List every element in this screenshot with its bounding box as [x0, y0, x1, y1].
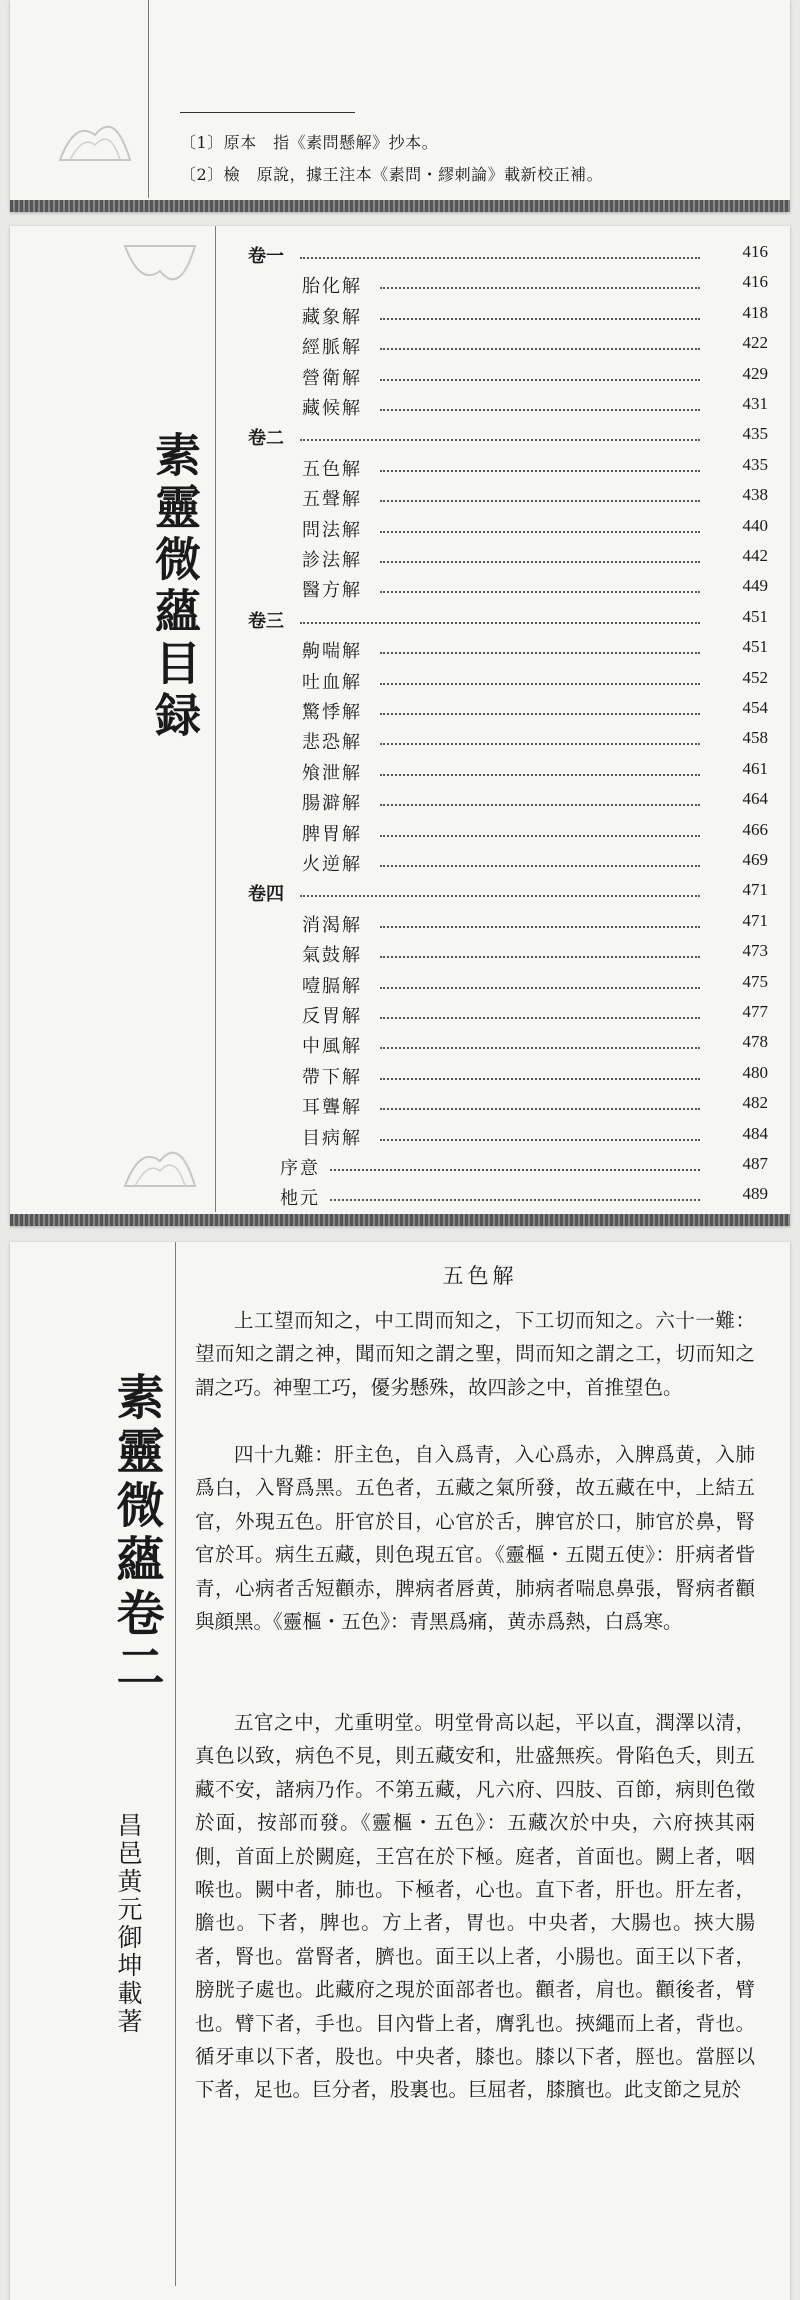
toc-label: 五色解: [302, 458, 362, 480]
toc-label: 醫方解: [302, 580, 362, 602]
toc-entry-row: [10, 939, 790, 969]
toc-page-number: 487: [742, 1154, 768, 1173]
toc-page-number: 475: [742, 971, 768, 991]
toc-entry-row: [10, 1030, 790, 1060]
toc-leader-dots: [380, 713, 700, 715]
toc-leader-dots: [380, 470, 700, 472]
left-margin-rule: [175, 1242, 176, 2286]
toc-page-number: 469: [742, 850, 768, 869]
footnote-rule: [180, 112, 355, 113]
toc-label: 序意: [280, 1158, 320, 1179]
toc-label: 反胃解: [302, 1006, 362, 1027]
toc-title: 素靈微蘊目録: [148, 431, 202, 743]
toc-label: 卷四: [248, 884, 284, 906]
toc-volume-row: [10, 605, 790, 635]
toc-entry-row: [10, 757, 790, 787]
toc-leader-dots: [380, 956, 700, 958]
toc-entry-row: [10, 666, 790, 696]
toc-page-number: 477: [742, 1002, 768, 1021]
toc-entry-row: [10, 635, 790, 665]
toc-label: 脾胃解: [302, 823, 362, 845]
toc-leader-dots: [300, 439, 700, 441]
toc-entry-row: [10, 970, 790, 1000]
toc-page-number: 435: [742, 454, 768, 474]
toc-label: 五聲解: [302, 489, 362, 511]
toc-volume-row: [10, 422, 790, 452]
toc-leader-dots: [380, 1108, 700, 1110]
toc-label: 驚悸解: [302, 702, 362, 723]
toc-leader-dots: [380, 683, 700, 685]
toc-page-number: 418: [742, 302, 768, 322]
toc-leader-dots: [380, 865, 700, 867]
toc-page-number: 440: [742, 515, 768, 535]
toc-entry-row: [10, 909, 790, 939]
paragraph: 上工望而知之，中工問而知之，下工切而知之。六十一難：望而知之謂之神，聞而知之謂之聖，問而知之謂之工，切而知之謂之巧。神聖工巧，優劣懸殊，故四診之中，首推望色。: [195, 1309, 755, 1399]
toc-label: 問法解: [302, 519, 362, 541]
toc-page-number: 416: [742, 242, 768, 261]
toc-leader-dots: [380, 1017, 700, 1019]
toc-leader-dots: [380, 1078, 700, 1080]
toc-page-number: 480: [742, 1062, 768, 1082]
author-line: 昌邑黄元御坤載著: [114, 1812, 143, 2036]
toc-label: 經脈解: [302, 337, 362, 359]
volume-title: 素靈微蘊卷二: [108, 1372, 164, 1696]
paragraph: 四十九難：肝主色，自入爲青，入心爲赤，入脾爲黄，入肺爲白，入腎爲黑。五色者，五藏之氣所發，故五藏在中，上結五官，外現五色。肝官於目，心官於舌，脾官於口，肺官於鼻，腎官於耳。病生五藏，則色現五官。《靈樞・五閲五使》：肝病者眥青，心病者舌短顴赤，脾病者唇黄，肺病者喘息鼻張，腎病者顴與顔黑。《靈樞・五色》：青黑爲痛，黄赤爲熱，白爲寒。: [195, 1443, 755, 1634]
toc-page-number: 431: [742, 394, 768, 413]
toc-leader-dots: [380, 926, 700, 928]
toc-label: 杝元: [280, 1188, 320, 1210]
footnote-2: 〔2〕檢 原說，據王注本《素問・繆刺論》載新校正補。: [180, 165, 604, 184]
toc-entry-row: [10, 1182, 790, 1212]
paragraph: 五官之中，尤重明堂。明堂骨高以起，平以直，潤澤以清，真色以致，病色不見，則五藏安和，壯盛無疾。骨陷色夭，則五藏不安，諸病乃作。不第五藏，凡六府、四肢、百節，病則色徵於面，按部而發。《靈樞・五色》：五藏次於中央，六府挾其兩側，首面上於闕庭，王宫在於下極。庭者，首面也。闕上者，咽喉也。闕中者，肺也。下極者，心也。直下者，肝也。肝左者，膽也。下者，脾也。方上者，胃也。中央者，大腸也。挾大腸者，腎也。當腎者，臍也。面王以上者，小腸也。面王以下者，膀胱子處也。此藏府之現於面部者也。顴者，肩也。顴後者，臂也。臂下者，手也。目內眥上者，膺乳也。挾繩而上者，背也。循牙車以下者，股也。中央者，膝也。膝以下者，脛也。當脛以下者，足也。巨分者，股裏也。巨屈者，膝臏也。此支節之見於: [195, 1711, 755, 2102]
toc-page: [10, 226, 790, 1226]
toc-page-number: 429: [742, 363, 768, 383]
toc-entry-row: [10, 1000, 790, 1030]
toc-entry-row: [10, 270, 790, 300]
toc-page-number: 449: [742, 576, 768, 596]
toc-page-number: 422: [742, 333, 768, 353]
toc-entry-row: [10, 392, 790, 422]
toc-page-number: 451: [742, 606, 768, 626]
page-edge-band: [10, 200, 790, 212]
toc-page-number: 466: [742, 819, 768, 839]
toc-page-number: 461: [742, 758, 768, 778]
toc-label: 營衛解: [302, 367, 362, 389]
toc-page-number: 464: [742, 789, 768, 809]
toc-label: 火逆解: [302, 854, 362, 875]
toc-leader-dots: [300, 257, 700, 259]
toc-page-number: 416: [742, 272, 768, 292]
toc-page-number: 473: [742, 941, 768, 961]
section-title: 五色解: [442, 1264, 518, 1288]
left-margin-rule: [148, 0, 149, 198]
toc-volume-row: [10, 878, 790, 908]
toc-label: 診法解: [302, 550, 362, 571]
toc-entry-row: [10, 726, 790, 756]
toc-label: 藏候解: [302, 398, 362, 419]
toc-entry-row: [10, 1122, 790, 1152]
toc-leader-dots: [380, 743, 700, 745]
toc-label: 噎膈解: [302, 975, 362, 997]
toc-page-number: 478: [742, 1032, 768, 1052]
toc-leader-dots: [380, 804, 700, 806]
toc-page-number: 482: [742, 1093, 768, 1113]
toc-leader-dots: [330, 1169, 700, 1171]
toc-leader-dots: [380, 318, 700, 320]
toc-leader-dots: [380, 591, 700, 593]
toc-page-number: 442: [742, 546, 768, 565]
toc-label: 卷二: [248, 428, 284, 450]
toc-label: 悲恐解: [302, 732, 362, 754]
toc-leader-dots: [380, 987, 700, 989]
toc-page-number: 471: [742, 910, 768, 930]
toc-label: 氣鼓解: [302, 945, 362, 967]
toc-entry-row: [10, 514, 790, 544]
toc-entry-row: [10, 1061, 790, 1091]
toc-page-number: 489: [742, 1184, 768, 1204]
toc-entry-row: [10, 301, 790, 331]
toc-entry-row: [10, 818, 790, 848]
cloud-ornament-icon: [55, 100, 135, 170]
toc-page-number: 471: [742, 880, 768, 900]
toc-label: 卷一: [248, 246, 284, 267]
toc-entry-row: [10, 787, 790, 817]
toc-entry-row: [10, 453, 790, 483]
toc-label: 目病解: [302, 1127, 362, 1149]
toc-leader-dots: [380, 561, 700, 563]
toc-entry-row: [10, 544, 790, 574]
text-page: [10, 1242, 790, 2300]
toc-leader-dots: [380, 1139, 700, 1141]
toc-label: 吐血解: [302, 671, 362, 693]
toc-page-number: 451: [742, 637, 768, 657]
toc-entry-row: [10, 1152, 790, 1182]
toc-leader-dots: [330, 1199, 700, 1201]
toc-leader-dots: [380, 652, 700, 654]
toc-label: 中風解: [302, 1036, 362, 1058]
toc-leader-dots: [380, 500, 700, 502]
toc-label: 卷三: [248, 610, 284, 632]
toc-page-number: 435: [742, 424, 768, 444]
toc-volume-row: [10, 240, 790, 270]
toc-page-number: 458: [742, 728, 768, 748]
toc-label: 藏象解: [302, 306, 362, 328]
toc-page-number: 454: [742, 698, 768, 717]
toc-entry-row: [10, 362, 790, 392]
toc-label: 齁喘解: [302, 641, 362, 663]
toc-leader-dots: [380, 287, 700, 289]
toc-entry-row: [10, 331, 790, 361]
toc-entry-row: [10, 696, 790, 726]
toc-page-number: 452: [742, 667, 768, 687]
toc-label: 耳聾解: [302, 1097, 362, 1119]
toc-leader-dots: [380, 835, 700, 837]
toc-entry-row: [10, 483, 790, 513]
toc-entry-row: [10, 574, 790, 604]
footnote-page: [10, 0, 790, 212]
toc-leader-dots: [380, 1047, 700, 1049]
toc-label: 腸澼解: [302, 793, 362, 815]
footnote-1: 〔1〕原本 指《素問懸解》抄本。: [180, 133, 439, 152]
toc-leader-dots: [380, 379, 700, 381]
toc-leader-dots: [380, 774, 700, 776]
page-edge-band: [10, 1214, 790, 1226]
toc-label: 胎化解: [302, 276, 362, 298]
toc-leader-dots: [380, 348, 700, 350]
toc-leader-dots: [380, 531, 700, 533]
toc-page-number: 484: [742, 1123, 768, 1143]
toc-label: 帶下解: [302, 1066, 362, 1088]
toc-entry-row: [10, 848, 790, 878]
toc-label: 消渴解: [302, 914, 362, 936]
toc-leader-dots: [300, 895, 700, 897]
toc-leader-dots: [380, 409, 700, 411]
toc-leader-dots: [300, 622, 700, 624]
toc-entry-row: [10, 1091, 790, 1121]
toc-label: 飧泄解: [302, 762, 362, 784]
toc-page-number: 438: [742, 485, 768, 505]
